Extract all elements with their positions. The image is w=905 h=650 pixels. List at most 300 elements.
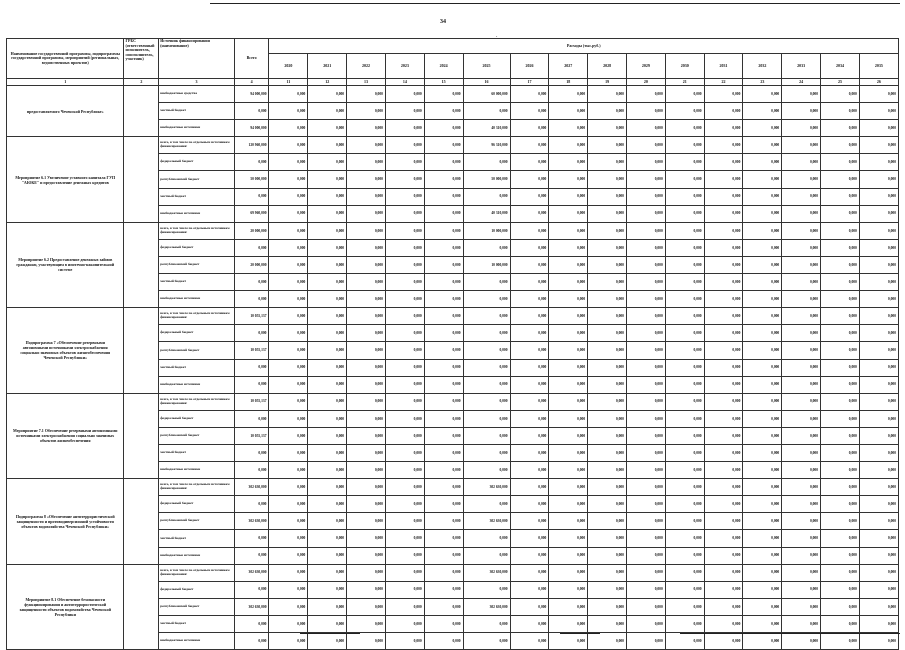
year-value: 0,000 <box>308 171 347 188</box>
year-value: 0,000 <box>743 444 782 461</box>
year-value: 0,000 <box>859 120 898 137</box>
year-value: 0,000 <box>424 325 463 342</box>
year-value: 0,000 <box>588 633 627 650</box>
year-value: 10 000,000 <box>463 256 510 273</box>
year-value: 0,000 <box>510 410 549 427</box>
year-value: 0,000 <box>859 274 898 291</box>
funding-source: внебюджетные источники <box>159 205 235 222</box>
year-value: 0,000 <box>510 581 549 598</box>
top-rule <box>210 3 900 4</box>
year-value: 0,000 <box>308 137 347 154</box>
year-value: 0,000 <box>463 154 510 171</box>
year-value: 0,000 <box>269 513 308 530</box>
year-value: 0,000 <box>665 239 704 256</box>
year-value: 0,000 <box>665 359 704 376</box>
year-value: 0,000 <box>424 530 463 547</box>
year-value: 0,000 <box>704 274 743 291</box>
year-value: 0,000 <box>510 137 549 154</box>
year-value: 0,000 <box>463 376 510 393</box>
year-value: 0,000 <box>269 393 308 410</box>
year-value: 0,000 <box>269 564 308 581</box>
year-value: 0,000 <box>704 615 743 632</box>
year-value: 0,000 <box>347 496 386 513</box>
year-value: 0,000 <box>704 376 743 393</box>
year-value: 0,000 <box>626 633 665 650</box>
year-value: 0,000 <box>588 393 627 410</box>
year-value: 0,000 <box>626 171 665 188</box>
year-value: 0,000 <box>704 222 743 239</box>
year-value: 0,000 <box>463 547 510 564</box>
year-value: 0,000 <box>463 239 510 256</box>
year-value: 0,000 <box>626 86 665 103</box>
year-value: 0,000 <box>782 581 821 598</box>
funding-source: внебюджетные источники <box>159 633 235 650</box>
year-value: 0,000 <box>308 393 347 410</box>
year-value: 0,000 <box>510 376 549 393</box>
table-row <box>7 86 899 103</box>
year-value: 0,000 <box>782 633 821 650</box>
funding-source: местный бюджет <box>159 274 235 291</box>
year-value: 0,000 <box>588 342 627 359</box>
year-value: 0,000 <box>385 188 424 205</box>
column-number: 13 <box>347 79 386 86</box>
year-value: 0,000 <box>782 513 821 530</box>
year-value: 0,000 <box>821 598 860 615</box>
year-value: 0,000 <box>549 427 588 444</box>
funding-source: федеральный бюджет <box>159 496 235 513</box>
year-value: 10 000,000 <box>463 222 510 239</box>
year-value: 0,000 <box>510 222 549 239</box>
column-number: 21 <box>665 79 704 86</box>
year-value: 0,000 <box>782 615 821 632</box>
year-value: 0,000 <box>308 444 347 461</box>
year-value: 0,000 <box>549 564 588 581</box>
year-value: 0,000 <box>665 564 704 581</box>
year-value: 0,000 <box>704 188 743 205</box>
year-value: 0,000 <box>385 530 424 547</box>
year-value: 0,000 <box>308 205 347 222</box>
year-value: 0,000 <box>549 410 588 427</box>
program-name: предоставляемого Чеченской Республике» <box>7 86 124 137</box>
year-value: 0,000 <box>859 103 898 120</box>
year-value: 0,000 <box>704 137 743 154</box>
year-value: 0,000 <box>588 444 627 461</box>
year-value: 0,000 <box>821 427 860 444</box>
year-value: 0,000 <box>588 274 627 291</box>
year-value: 0,000 <box>704 581 743 598</box>
year-value: 0,000 <box>269 137 308 154</box>
year-value: 0,000 <box>626 393 665 410</box>
year-value: 0,000 <box>743 479 782 496</box>
year-value: 0,000 <box>782 171 821 188</box>
funding-source: республиканский бюджет <box>159 427 235 444</box>
year-value: 0,000 <box>463 325 510 342</box>
year-value: 0,000 <box>269 171 308 188</box>
year-value: 0,000 <box>347 274 386 291</box>
year-value: 0,000 <box>269 222 308 239</box>
year-value: 0,000 <box>743 581 782 598</box>
year-value: 0,000 <box>665 274 704 291</box>
funding-source: всего, в том числе по отдельным источникам финансирования: <box>159 222 235 239</box>
year-value: 0,000 <box>821 444 860 461</box>
year-value: 0,000 <box>859 615 898 632</box>
header-year: 2034 <box>821 54 860 79</box>
year-value: 0,000 <box>549 581 588 598</box>
year-value: 0,000 <box>424 120 463 137</box>
year-value: 0,000 <box>385 564 424 581</box>
funding-source: федеральный бюджет <box>159 154 235 171</box>
table-header <box>7 39 899 86</box>
year-value: 0,000 <box>743 222 782 239</box>
year-value: 0,000 <box>859 137 898 154</box>
header-year: 2026 <box>510 54 549 79</box>
total-value: 0,000 <box>234 154 269 171</box>
funding-source: внебюджетные источники <box>159 462 235 479</box>
year-value: 0,000 <box>269 581 308 598</box>
year-value: 0,000 <box>269 598 308 615</box>
funding-source: внебюджетные источники <box>159 376 235 393</box>
year-value: 0,000 <box>385 598 424 615</box>
year-value: 0,000 <box>463 581 510 598</box>
year-value: 0,000 <box>347 581 386 598</box>
year-value: 0,000 <box>385 393 424 410</box>
year-value: 0,000 <box>743 376 782 393</box>
program-name: Мероприятие 6.2 Предоставление денежных займов гражданам, участвующим в ипотечно-накопительной системе <box>7 222 124 307</box>
year-value: 0,000 <box>308 308 347 325</box>
year-value: 0,000 <box>308 256 347 273</box>
year-value: 0,000 <box>510 615 549 632</box>
year-value: 0,000 <box>549 376 588 393</box>
year-value: 0,000 <box>269 342 308 359</box>
year-value: 0,000 <box>743 256 782 273</box>
year-value: 0,000 <box>859 427 898 444</box>
funding-source: местный бюджет <box>159 444 235 461</box>
year-value: 0,000 <box>308 410 347 427</box>
year-value: 0,000 <box>626 547 665 564</box>
year-value: 0,000 <box>665 137 704 154</box>
year-value: 0,000 <box>588 462 627 479</box>
program-name: Мероприятие 7.1 Обеспечение резервными автономными источниками электроснабжения социально значимых объектов жизнеобеспечения <box>7 393 124 478</box>
year-value: 0,000 <box>385 86 424 103</box>
year-value: 0,000 <box>665 103 704 120</box>
year-value: 0,000 <box>665 120 704 137</box>
year-value: 0,000 <box>588 103 627 120</box>
year-value: 0,000 <box>665 205 704 222</box>
year-value: 302 630,000 <box>463 598 510 615</box>
total-value: 0,000 <box>234 410 269 427</box>
year-value: 0,000 <box>308 427 347 444</box>
year-value: 0,000 <box>588 205 627 222</box>
total-value: 0,000 <box>234 325 269 342</box>
year-value: 0,000 <box>782 444 821 461</box>
year-value: 0,000 <box>424 615 463 632</box>
year-value: 0,000 <box>782 427 821 444</box>
year-value: 0,000 <box>588 359 627 376</box>
year-value: 0,000 <box>626 564 665 581</box>
year-value: 0,000 <box>704 239 743 256</box>
year-value: 0,000 <box>424 479 463 496</box>
year-value: 0,000 <box>510 154 549 171</box>
year-value: 0,000 <box>782 530 821 547</box>
year-value: 0,000 <box>308 154 347 171</box>
year-value: 0,000 <box>269 291 308 308</box>
year-value: 0,000 <box>704 513 743 530</box>
year-value: 0,000 <box>665 547 704 564</box>
year-value: 0,000 <box>424 547 463 564</box>
year-value: 0,000 <box>665 444 704 461</box>
year-value: 0,000 <box>385 410 424 427</box>
year-value: 0,000 <box>549 547 588 564</box>
year-value: 0,000 <box>704 547 743 564</box>
year-value: 0,000 <box>821 496 860 513</box>
header-name: Наименование государственной программы, подпрограммы государственной программы, мероприятий (региональных, ведомственных проектов) <box>7 39 124 79</box>
year-value: 0,000 <box>510 513 549 530</box>
year-value: 0,000 <box>463 274 510 291</box>
year-value: 0,000 <box>424 256 463 273</box>
year-value: 0,000 <box>821 239 860 256</box>
table-row <box>7 393 899 410</box>
year-value: 0,000 <box>463 188 510 205</box>
year-value: 0,000 <box>821 410 860 427</box>
year-value: 0,000 <box>859 444 898 461</box>
year-value: 0,000 <box>549 86 588 103</box>
funding-source: местный бюджет <box>159 530 235 547</box>
year-value: 0,000 <box>665 581 704 598</box>
year-value: 0,000 <box>588 581 627 598</box>
year-value: 0,000 <box>549 120 588 137</box>
total-value: 120 960,000 <box>234 137 269 154</box>
year-value: 0,000 <box>385 444 424 461</box>
funding-source: республиканский бюджет <box>159 342 235 359</box>
header-year: 2023 <box>385 54 424 79</box>
year-value: 0,000 <box>385 547 424 564</box>
year-value: 0,000 <box>704 496 743 513</box>
year-value: 0,000 <box>626 342 665 359</box>
total-value: 10 055,137 <box>234 393 269 410</box>
year-value: 0,000 <box>821 359 860 376</box>
funding-source: республиканский бюджет <box>159 171 235 188</box>
year-value: 0,000 <box>743 342 782 359</box>
total-value: 0,000 <box>234 359 269 376</box>
year-value: 0,000 <box>463 444 510 461</box>
header-year: 2029 <box>626 54 665 79</box>
year-value: 0,000 <box>665 427 704 444</box>
total-value: 69 960,000 <box>234 205 269 222</box>
year-value: 0,000 <box>859 581 898 598</box>
year-value: 0,000 <box>588 154 627 171</box>
year-value: 0,000 <box>821 171 860 188</box>
year-value: 0,000 <box>626 120 665 137</box>
total-value: 0,000 <box>234 291 269 308</box>
table-row <box>7 222 899 239</box>
year-value: 0,000 <box>782 547 821 564</box>
year-value: 0,000 <box>782 462 821 479</box>
year-value: 0,000 <box>743 393 782 410</box>
funding-source: федеральный бюджет <box>159 581 235 598</box>
year-value: 0,000 <box>859 530 898 547</box>
year-value: 0,000 <box>704 393 743 410</box>
year-value: 0,000 <box>859 598 898 615</box>
column-number: 23 <box>743 79 782 86</box>
total-value: 0,000 <box>234 274 269 291</box>
grbs-cell <box>124 564 159 649</box>
year-value: 0,000 <box>859 479 898 496</box>
header-year: 2021 <box>308 54 347 79</box>
year-value: 0,000 <box>549 205 588 222</box>
year-value: 0,000 <box>424 496 463 513</box>
year-value: 0,000 <box>549 325 588 342</box>
year-value: 0,000 <box>782 256 821 273</box>
year-value: 0,000 <box>424 222 463 239</box>
year-value: 0,000 <box>588 120 627 137</box>
year-value: 0,000 <box>347 479 386 496</box>
year-value: 0,000 <box>510 256 549 273</box>
year-value: 0,000 <box>588 547 627 564</box>
table-row <box>7 479 899 496</box>
program-name: Мероприятие 6.1 Увеличение уставного капитала ГУП "АЮКЕ" и предоставление денежных кредитов <box>7 137 124 222</box>
year-value: 0,000 <box>510 633 549 650</box>
year-value: 0,000 <box>743 86 782 103</box>
header-year: 2035 <box>859 54 898 79</box>
funding-source: всего, в том числе по отдельным источникам финансирования: <box>159 393 235 410</box>
year-value: 0,000 <box>424 308 463 325</box>
year-value: 0,000 <box>308 581 347 598</box>
year-value: 0,000 <box>269 462 308 479</box>
funding-source: республиканский бюджет <box>159 256 235 273</box>
header-year: 2033 <box>782 54 821 79</box>
year-value: 0,000 <box>347 256 386 273</box>
year-value: 0,000 <box>743 137 782 154</box>
year-value: 0,000 <box>665 530 704 547</box>
year-value: 0,000 <box>549 103 588 120</box>
year-value: 0,000 <box>347 86 386 103</box>
year-value: 0,000 <box>821 205 860 222</box>
year-value: 0,000 <box>385 154 424 171</box>
year-value: 0,000 <box>859 256 898 273</box>
year-value: 0,000 <box>704 86 743 103</box>
year-value: 0,000 <box>782 239 821 256</box>
column-number: 25 <box>821 79 860 86</box>
year-value: 0,000 <box>743 530 782 547</box>
year-value: 0,000 <box>463 633 510 650</box>
year-value: 0,000 <box>743 120 782 137</box>
year-value: 0,000 <box>704 154 743 171</box>
year-value: 0,000 <box>626 359 665 376</box>
total-value: 0,000 <box>234 615 269 632</box>
total-value: 20 000,000 <box>234 222 269 239</box>
year-value: 0,000 <box>821 615 860 632</box>
header-year: 2022 <box>347 54 386 79</box>
year-value: 0,000 <box>308 633 347 650</box>
year-value: 0,000 <box>743 547 782 564</box>
year-value: 0,000 <box>308 376 347 393</box>
total-value: 0,000 <box>234 239 269 256</box>
year-value: 0,000 <box>385 239 424 256</box>
year-value: 0,000 <box>549 342 588 359</box>
year-value: 0,000 <box>782 137 821 154</box>
column-number: 14 <box>385 79 424 86</box>
year-value: 0,000 <box>782 598 821 615</box>
year-value: 0,000 <box>347 633 386 650</box>
year-value: 0,000 <box>510 547 549 564</box>
grbs-cell <box>124 86 159 137</box>
year-value: 0,000 <box>665 513 704 530</box>
year-value: 0,000 <box>743 308 782 325</box>
year-value: 0,000 <box>463 462 510 479</box>
year-value: 0,000 <box>626 598 665 615</box>
year-value: 0,000 <box>347 325 386 342</box>
year-value: 0,000 <box>704 359 743 376</box>
year-value: 0,000 <box>665 376 704 393</box>
year-value: 0,000 <box>588 513 627 530</box>
year-value: 0,000 <box>308 462 347 479</box>
year-value: 0,000 <box>347 154 386 171</box>
funding-source: всего, в том числе по отдельным источникам финансирования: <box>159 308 235 325</box>
year-value: 0,000 <box>347 308 386 325</box>
year-value: 0,000 <box>626 427 665 444</box>
column-number: 20 <box>626 79 665 86</box>
year-value: 40 310,000 <box>463 205 510 222</box>
year-value: 0,000 <box>821 86 860 103</box>
header-expenses: Расходы (тыс.руб.) <box>269 39 899 54</box>
year-value: 0,000 <box>588 479 627 496</box>
year-value: 0,000 <box>510 291 549 308</box>
year-value: 0,000 <box>463 103 510 120</box>
year-value: 0,000 <box>269 633 308 650</box>
year-value: 0,000 <box>385 342 424 359</box>
year-value: 0,000 <box>463 342 510 359</box>
year-value: 0,000 <box>743 462 782 479</box>
bottom-rule-1 <box>300 633 360 634</box>
year-value: 0,000 <box>308 564 347 581</box>
year-value: 0,000 <box>549 530 588 547</box>
year-value: 0,000 <box>626 615 665 632</box>
year-value: 0,000 <box>665 393 704 410</box>
year-value: 0,000 <box>510 598 549 615</box>
year-value: 0,000 <box>782 479 821 496</box>
year-value: 0,000 <box>782 274 821 291</box>
column-number: 12 <box>308 79 347 86</box>
year-value: 0,000 <box>549 359 588 376</box>
year-value: 0,000 <box>588 598 627 615</box>
year-value: 0,000 <box>665 342 704 359</box>
year-value: 0,000 <box>308 325 347 342</box>
year-value: 0,000 <box>424 376 463 393</box>
year-value: 0,000 <box>308 274 347 291</box>
year-value: 0,000 <box>704 342 743 359</box>
year-value: 0,000 <box>463 427 510 444</box>
total-value: 10 055,137 <box>234 308 269 325</box>
year-value: 0,000 <box>463 410 510 427</box>
year-value: 0,000 <box>859 564 898 581</box>
column-number: 3 <box>159 79 235 86</box>
funding-source: всего, в том числе по отдельным источникам финансирования: <box>159 479 235 496</box>
year-value: 0,000 <box>782 393 821 410</box>
year-value: 0,000 <box>308 359 347 376</box>
year-value: 0,000 <box>743 239 782 256</box>
table-body <box>7 86 899 650</box>
year-value: 0,000 <box>821 120 860 137</box>
year-value: 0,000 <box>665 222 704 239</box>
year-value: 0,000 <box>704 444 743 461</box>
program-name: Подпрограмма 8 «Обеспечение антитеррористической защищенности и противодиверсионной устойчивости объектов водохозяйства Чеченской Республики» <box>7 479 124 564</box>
year-value: 0,000 <box>347 564 386 581</box>
year-value: 0,000 <box>782 120 821 137</box>
year-value: 0,000 <box>347 530 386 547</box>
column-number: 1 <box>7 79 124 86</box>
year-value: 0,000 <box>269 615 308 632</box>
year-value: 0,000 <box>782 188 821 205</box>
